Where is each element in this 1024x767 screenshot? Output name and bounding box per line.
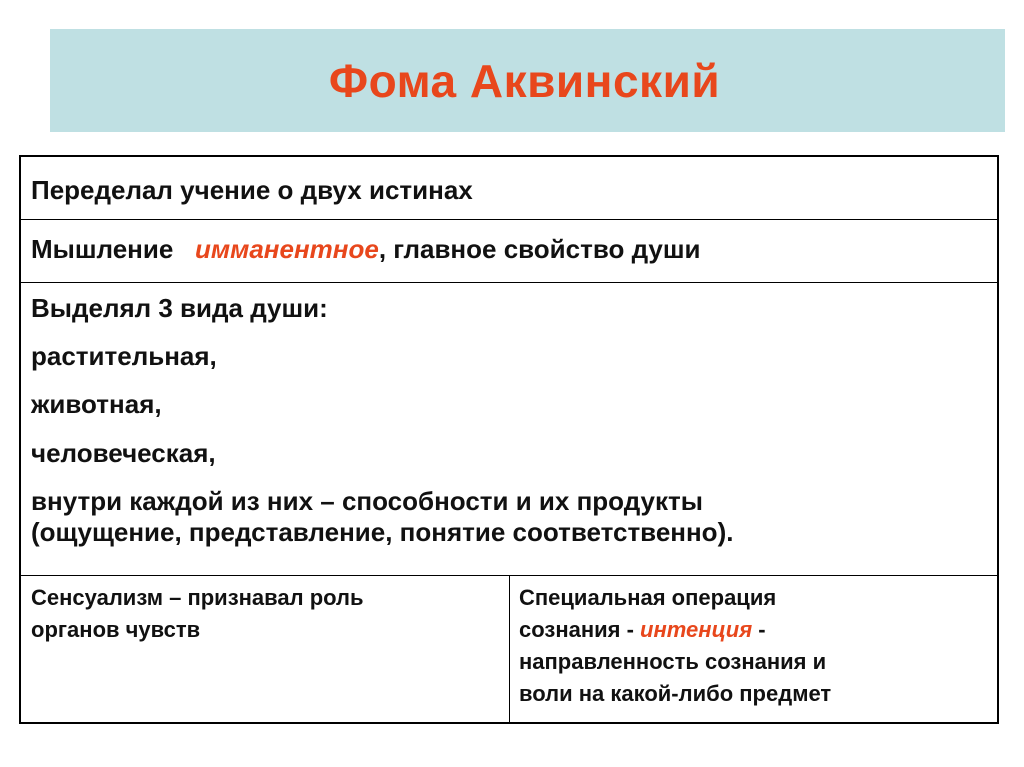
row-text-prefix: Мышление: [31, 234, 174, 264]
soul-abilities-line-1: внутри каждой из них – способности и их продукты: [31, 485, 703, 516]
sensualism-line-1: Сенсуализм – признавал роль: [31, 585, 364, 610]
intention-line-1: Специальная операция: [519, 585, 777, 610]
intention-line-2-suffix: -: [752, 616, 766, 642]
row-text: Переделал учение о двух истинах: [31, 175, 473, 205]
table-row-soul-types: [21, 283, 997, 576]
table-row-thinking: [21, 220, 997, 283]
soul-type-item: животная,: [31, 389, 162, 420]
cell-intention: [510, 576, 997, 722]
cell-sensualism: [21, 576, 510, 722]
highlighted-term-intention: интенция: [640, 616, 753, 642]
soul-abilities-line-2: (ощущение, представление, понятие соответственно).: [31, 516, 734, 547]
soul-types-heading: Выделял 3 вида души:: [31, 293, 328, 323]
intention-line-2-prefix: сознания -: [519, 616, 641, 642]
soul-type-item: растительная,: [31, 341, 217, 372]
highlighted-term-immanent: имманентное: [195, 234, 379, 264]
title-band: [50, 29, 1005, 132]
intention-line-4: воли на какой-либо предмет: [519, 680, 832, 706]
table-row-two-truths: [21, 157, 997, 220]
intention-line-3: направленность сознания и: [519, 648, 827, 674]
content-table: [19, 155, 999, 724]
sensualism-line-2: органов чувств: [31, 616, 201, 642]
table-row-split: [21, 576, 997, 722]
soul-type-item: человеческая,: [31, 437, 216, 468]
slide-title: Фома Аквинский: [328, 54, 721, 107]
row-text-suffix: , главное свойство души: [378, 234, 701, 264]
